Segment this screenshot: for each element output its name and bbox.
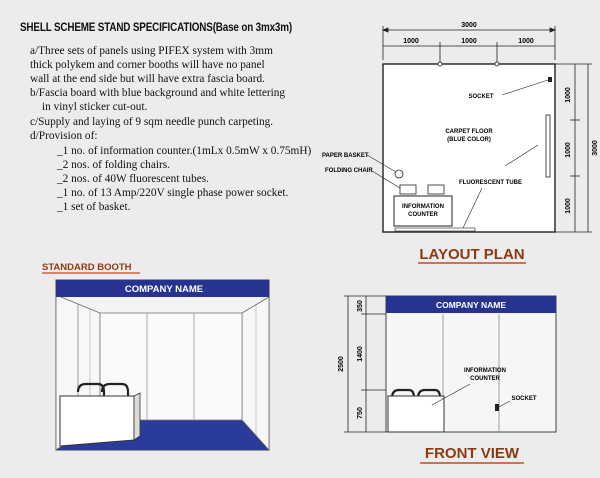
layout-dim-total: 3000	[461, 22, 477, 29]
layout-dim-top	[383, 26, 555, 64]
layout-chair-2	[428, 185, 444, 194]
layout-counter-label-2: COUNTER	[408, 212, 438, 218]
front-counter-label-1: INFORMATION	[464, 368, 506, 374]
layout-plan-heading: LAYOUT PLAN	[419, 246, 525, 263]
layout-counter	[394, 196, 452, 226]
front-dim-wall: 1400	[357, 346, 364, 362]
layout-chair-1	[400, 185, 416, 194]
layout-socket-label: SOCKET	[468, 94, 494, 100]
layout-post-1	[438, 62, 442, 66]
layout-tube-bottom	[395, 228, 475, 231]
layout-dim-right-total: 3000	[592, 140, 599, 156]
layout-dim-right-1: 1000	[565, 87, 572, 103]
layout-socket-mark	[548, 77, 552, 82]
layout-carpet-label-1: CARPET FLOOR	[445, 129, 493, 135]
layout-tube-label: FLUORESCENT TUBE	[459, 180, 522, 186]
spec-line-b2: in vinyl sticker cut-out.	[42, 101, 148, 113]
standard-booth-counter	[60, 396, 134, 446]
spec-line-a1: a/Three sets of panels using PIFEX system with 3mm	[30, 45, 273, 57]
layout-dim-top-2: 1000	[461, 38, 477, 45]
layout-dim-top-1: 1000	[403, 38, 419, 45]
provision-tubes: _2 nos. of 40W fluorescent tubes.	[57, 173, 209, 185]
layout-dim-right	[555, 64, 592, 232]
front-dim-lines	[344, 296, 386, 432]
layout-dim-top-3: 1000	[518, 38, 534, 45]
layout-basket-shape	[395, 170, 403, 178]
spec-line-d: d/Provision of:	[30, 130, 98, 142]
spec-line-c: c/Supply and laying of 9 sqm needle punch carpeting.	[30, 116, 274, 128]
front-socket-label: SOCKET	[511, 396, 537, 402]
front-view-heading: FRONT VIEW	[424, 445, 520, 462]
layout-dim-right-3: 1000	[565, 198, 572, 214]
layout-chair-label: FOLDING CHAIR	[325, 168, 373, 174]
provision-chairs: _2 nos. of folding chairs.	[57, 159, 170, 171]
standard-booth-company-name: COMPANY NAME	[124, 284, 204, 295]
layout-post-2	[495, 62, 499, 66]
layout-carpet-label-2: (BLUE COLOR)	[447, 137, 491, 143]
front-view-company-name: COMPANY NAME	[435, 300, 507, 310]
layout-basket-label: PAPER BASKET	[322, 153, 369, 159]
front-socket-mark	[495, 404, 499, 411]
provision-socket: _1 no. of 13 Amp/220V single phase power socket.	[57, 187, 289, 199]
front-dim-fascia: 350	[357, 300, 364, 312]
provision-counter: _1 no. of information counter.(1mLx 0.5mW x 0.75mH)	[57, 145, 312, 157]
layout-dim-right-2: 1000	[565, 142, 572, 158]
front-dim-total: 2500	[338, 356, 345, 372]
provision-basket: _1 set of basket.	[57, 201, 131, 213]
spec-line-a3: wall at the end side but will have extra fascia board.	[30, 73, 265, 85]
spec-line-b1: b/Fascia board with blue background and white lettering	[30, 87, 286, 99]
spec-title: SHELL SCHEME STAND SPECIFICATIONS(Base on 3mx3m)	[20, 22, 293, 34]
layout-counter-label-1: INFORMATION	[402, 204, 444, 210]
front-view-counter	[388, 396, 444, 432]
spec-line-a2: thick polykem and corner booths will have no panel	[30, 59, 265, 71]
layout-tube-right	[546, 115, 550, 177]
front-dim-counter: 750	[357, 407, 364, 419]
standard-booth-heading: STANDARD BOOTH	[42, 262, 132, 273]
front-counter-label-2: COUNTER	[470, 376, 500, 382]
